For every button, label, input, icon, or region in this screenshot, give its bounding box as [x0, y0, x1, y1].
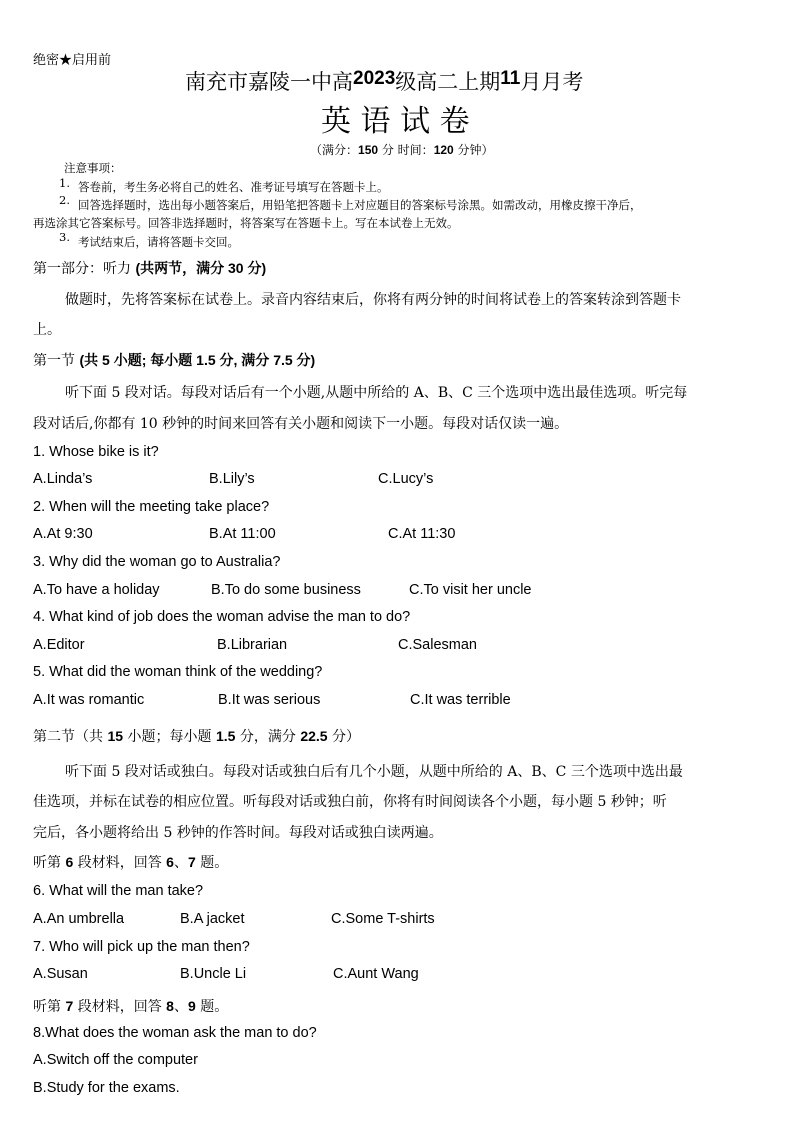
note-2-number: 2. [59, 193, 70, 207]
title-part-c: 月月考 [520, 70, 584, 94]
note-3-number: 3. [59, 230, 70, 244]
section2-heading [33, 726, 360, 746]
title-part-b: 级高二上期 [395, 70, 501, 94]
option-3b: B.To do some business [211, 582, 361, 598]
section2-count: 15 [107, 728, 124, 744]
question-1: 1. Whose bike is it? [33, 444, 159, 460]
score-time-line [310, 141, 494, 158]
option-7b: B.Uncle Li [180, 966, 247, 982]
section1-total: 7.5 [273, 352, 293, 368]
material-7-end: 题。 [195, 999, 229, 1015]
section2-instructions-line-2: 佳选项，并标在试卷的相应位置。听每段对话或独白前，你将有时间阅读各个小题，每小题 5 秒钟；听 [33, 794, 667, 810]
material-7-answer-label: 段材料，回答 [73, 999, 167, 1015]
note-1-number: 1. [59, 176, 70, 190]
time-label: 分 时间： [378, 143, 434, 157]
question-2: 2. When will the meeting take place? [33, 499, 270, 515]
material-6-answer-label: 段材料，回答 [73, 855, 167, 871]
question-6: 6. What will the man take? [33, 883, 204, 899]
option-3a: A.To have a holiday [33, 582, 160, 598]
section1-each: 1.5 [196, 352, 216, 368]
question-8: 8.What does the woman ask the man to do? [33, 1025, 317, 1041]
option-1b: B.Lily’s [209, 471, 255, 487]
part1-instructions-line-2: 上。 [33, 322, 61, 338]
option-5a: A.It was romantic [33, 692, 145, 708]
section1-instructions-line-2: 段对话后,你都有 10 秒钟的时间来回答有关小题和阅读下一小题。每段对话仅读一遍。 [33, 416, 569, 432]
question-3: 3. Why did the woman go to Australia? [33, 554, 281, 570]
option-8b: B.Study for the exams. [33, 1080, 180, 1096]
option-2a: A.At 9:30 [33, 526, 93, 542]
material-7-q1: 8 [166, 998, 174, 1014]
material-6-q2: 7 [187, 854, 196, 870]
part1-heading-label: 第一部分：听力 [33, 261, 136, 277]
material-6-q1: 6 [166, 854, 174, 870]
material-6-end: 题。 [195, 855, 229, 871]
secret-label: 绝密★启用前 [33, 53, 112, 68]
notes-heading: 注意事项： [64, 161, 122, 175]
part1-score: 30 [228, 260, 244, 276]
section2-label: 第二节（共 [33, 729, 108, 745]
option-6a: A.An umbrella [33, 911, 125, 927]
option-6b: B.A jacket [180, 911, 245, 927]
time-unit: 分钟） [453, 143, 494, 157]
option-6c: C.Some T-shirts [331, 911, 435, 927]
material-7-number: 7 [65, 998, 74, 1014]
option-3c: C.To visit her uncle [409, 582, 532, 598]
option-4b: B.Librarian [217, 637, 288, 653]
part1-heading [33, 258, 266, 278]
note-2-line-2: 再选涂其它答案标号。回答非选择题时，将答案写在答题卡上。写在本试卷上无效。 [33, 216, 459, 230]
section1-open: (共 [79, 352, 103, 368]
section2-total-label: 分，满分 [235, 729, 301, 745]
section2-each-label: 小题；每小题 [123, 729, 216, 745]
option-7c: C.Aunt Wang [333, 966, 419, 982]
option-2c: C.At 11:30 [388, 526, 456, 542]
section2-close: 分） [327, 729, 361, 745]
option-8a: A.Switch off the computer [33, 1052, 198, 1068]
option-5c: C.It was terrible [410, 692, 511, 708]
part1-heading-end: 分) [243, 260, 267, 276]
score-label: （满分： [310, 143, 359, 157]
section1-instructions-line-1: 听下面 5 段对话。每段对话后有一个小题,从题中所给的 A、B、C 三个选项中选出最佳选项。听完每 [65, 385, 688, 401]
section1-heading [33, 350, 315, 370]
time-value: 120 [433, 143, 454, 157]
option-5b: B.It was serious [218, 692, 321, 708]
question-4: 4. What kind of job does the woman advise the man to do? [33, 609, 411, 625]
material-7-q2: 9 [187, 998, 196, 1014]
note-2-line-1: 回答选择题时，选出每小题答案后，用铅笔把答题卡上对应题目的答案标号涂黑。如需改动，用橡皮擦干净后， [78, 198, 642, 212]
question-5: 5. What did the woman think of the wedding? [33, 664, 323, 680]
section2-instructions-line-3: 完后，各小题将给出 5 秒钟的作答时间。每段对话或独白读两遍。 [33, 825, 443, 841]
part1-heading-detail: (共两节，满分 [135, 260, 229, 276]
subject-title: 英 语 试 卷 [321, 104, 470, 139]
option-4c: C.Salesman [398, 637, 477, 653]
note-1: 答卷前，考生务必将自己的姓名、准考证号填写在答题卡上。 [78, 180, 389, 194]
section1-close: 分) [292, 352, 316, 368]
section1-total-label: 分, 满分 [215, 352, 274, 368]
section2-total: 22.5 [300, 728, 328, 744]
section1-each-label: 小题; 每小题 [109, 352, 197, 368]
material-7-heading [33, 996, 228, 1016]
section2-each: 1.5 [215, 728, 236, 744]
title-part-a: 南充市嘉陵一中高 [185, 70, 353, 94]
option-7a: A.Susan [33, 966, 88, 982]
section1-count: 5 [102, 352, 110, 368]
part1-instructions-line-1: 做题时，先将答案标在试卷上。录音内容结束后，你将有两分钟的时间将试卷上的答案转涂到答题卡 [65, 292, 681, 308]
question-7: 7. Who will pick up the man then? [33, 939, 250, 955]
material-6-number: 6 [65, 854, 74, 870]
title-month: 11 [500, 68, 521, 89]
option-1a: A.Linda’s [33, 471, 93, 487]
material-6-heading [33, 852, 228, 872]
material-6-label: 听第 [33, 855, 66, 871]
note-3: 考试结束后，请将答题卡交回。 [78, 235, 239, 249]
option-4a: A.Editor [33, 637, 85, 653]
exam-title [185, 66, 583, 96]
score-value: 150 [358, 143, 379, 157]
section1-label: 第一节 [33, 353, 80, 369]
material-7-label: 听第 [33, 999, 66, 1015]
title-year: 2023 [353, 68, 396, 89]
material-7-sep: 、 [173, 999, 188, 1015]
section2-instructions-line-1: 听下面 5 段对话或独白。每段对话或独白后有几个小题，从题中所给的 A、B、C 三个选项中选出最 [65, 764, 683, 780]
option-2b: B.At 11:00 [209, 526, 276, 542]
material-6-sep: 、 [173, 855, 188, 871]
option-1c: C.Lucy’s [378, 471, 434, 487]
